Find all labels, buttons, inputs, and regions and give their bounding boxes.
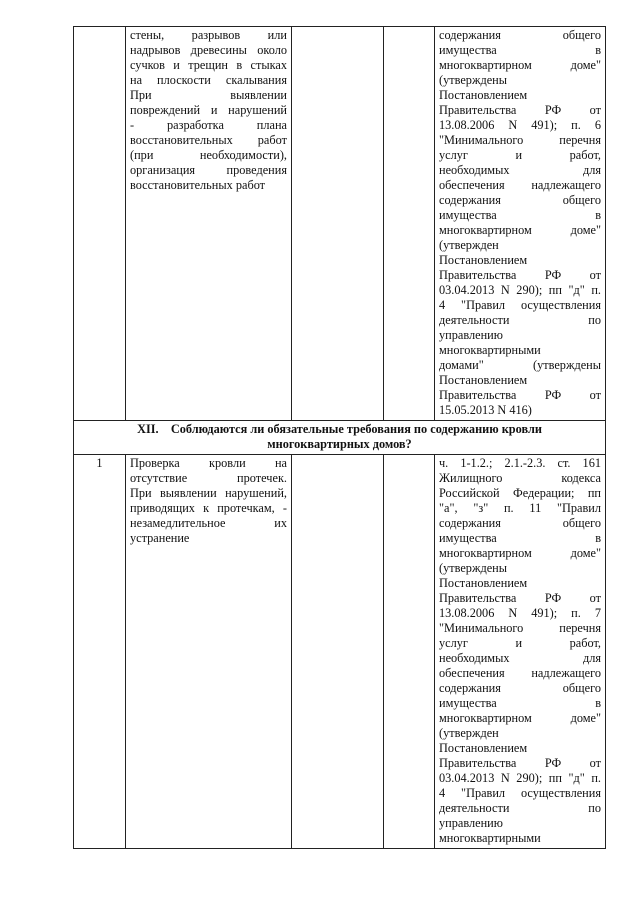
text-line: необходимых для	[439, 651, 601, 665]
text-line: Правительства РФ от	[439, 756, 601, 770]
text-line: содержания общего	[439, 193, 601, 207]
text-line: многоквартирном доме"	[439, 223, 601, 237]
text-line: Правительства РФ от	[439, 268, 601, 282]
empty-cell	[384, 455, 435, 849]
text-line: отсутствие протечек.	[130, 471, 287, 485]
text-line: управлению	[439, 816, 503, 830]
text-line: обеспечения надлежащего	[439, 178, 601, 192]
text-line: Постановлением	[439, 373, 528, 387]
text-line: незамедлительное их	[130, 516, 287, 530]
text-line: многоквартирном доме"	[439, 58, 601, 72]
text-line: При выявлении	[130, 88, 287, 102]
text-line: многоквартирными	[439, 831, 541, 845]
text-line: надрывов древесины около	[130, 43, 287, 57]
legal-basis-cell	[435, 455, 606, 849]
section-title-line1: XII. Соблюдаются ли обязательные требования по содержанию кровли	[137, 422, 542, 436]
text-line: "Минимального перечня	[439, 133, 601, 147]
section-title-line2: многоквартирных домов?	[267, 437, 412, 451]
text-line: (утверждены	[439, 561, 508, 575]
text-line: Постановлением	[439, 741, 528, 755]
text-line: Жилищного кодекса	[439, 471, 601, 485]
text-line: обеспечения надлежащего	[439, 666, 601, 680]
text-line: на плоскости скалывания	[130, 73, 287, 87]
text-line: домами" (утверждены	[439, 358, 601, 372]
text-line: Постановлением	[439, 88, 528, 102]
text-line: восстановительных работ	[130, 133, 287, 147]
table-row-item-1	[74, 455, 606, 849]
text-line: Правительства РФ от	[439, 388, 601, 402]
section-title	[74, 421, 606, 455]
empty-cell	[292, 455, 384, 849]
legal-basis-cell	[435, 27, 606, 421]
text-line: устранение	[130, 531, 190, 545]
text-line: 13.08.2006 N 491); п. 7	[439, 606, 601, 620]
text-line: 13.08.2006 N 491); п. 6	[439, 118, 601, 132]
text-line: приводящих к протечкам, -	[130, 501, 287, 515]
text-line: многоквартирными	[439, 343, 541, 357]
text-line: содержания общего	[439, 681, 601, 695]
text-line: услуг и работ,	[439, 148, 601, 162]
text-line: Правительства РФ от	[439, 591, 601, 605]
text-line: ч. 1-1.2.; 2.1.-2.3. ст. 161	[439, 456, 601, 470]
text-line: При выявлении нарушений,	[130, 486, 287, 500]
text-line: 03.04.2013 N 290); пп "д" п.	[439, 283, 601, 297]
text-line: повреждений и нарушений	[130, 103, 287, 117]
text-line: 4 "Правил осуществления	[439, 786, 601, 800]
text-line: сучков и трещин в стыках	[130, 58, 287, 72]
text-line: (утвержден	[439, 726, 499, 740]
text-line: содержания общего	[439, 516, 601, 530]
text-line: 4 "Правил осуществления	[439, 298, 601, 312]
text-line: 03.04.2013 N 290); пп "д" п.	[439, 771, 601, 785]
text-line: деятельности по	[439, 313, 601, 327]
text-line: "Минимального перечня	[439, 621, 601, 635]
requirement-cell	[126, 455, 292, 849]
text-line: имущества в	[439, 43, 601, 57]
empty-cell	[384, 27, 435, 421]
text-line: "а", "з" п. 11 "Правил	[439, 501, 601, 515]
text-line: Проверка кровли на	[130, 456, 287, 470]
text-line: многоквартирном доме"	[439, 711, 601, 725]
number-cell	[74, 27, 126, 421]
text-line: многоквартирном доме"	[439, 546, 601, 560]
text-line: (при необходимости),	[130, 148, 287, 162]
text-line: (утверждены	[439, 73, 508, 87]
requirement-cell	[126, 27, 292, 421]
empty-cell	[292, 27, 384, 421]
text-line: имущества в	[439, 208, 601, 222]
text-line: - разработка плана	[130, 118, 287, 132]
text-line: управлению	[439, 328, 503, 342]
text-line: содержания общего	[439, 28, 601, 42]
item-number: 1	[74, 455, 126, 849]
text-line: имущества в	[439, 531, 601, 545]
text-line: необходимых для	[439, 163, 601, 177]
text-line: восстановительных работ	[130, 178, 266, 192]
table-row-continued	[74, 27, 606, 421]
text-line: Российской Федерации; пп	[439, 486, 601, 500]
text-line: организация проведения	[130, 163, 287, 177]
text-line: деятельности по	[439, 801, 601, 815]
checklist-table	[73, 26, 606, 849]
text-line: услуг и работ,	[439, 636, 601, 650]
text-line: 15.05.2013 N 416)	[439, 403, 532, 417]
text-line: (утвержден	[439, 238, 499, 252]
text-line: Постановлением	[439, 253, 528, 267]
text-line: имущества в	[439, 696, 601, 710]
text-line: Правительства РФ от	[439, 103, 601, 117]
text-line: стены, разрывов или	[130, 28, 287, 42]
section-header-row	[74, 421, 606, 455]
text-line: Постановлением	[439, 576, 528, 590]
